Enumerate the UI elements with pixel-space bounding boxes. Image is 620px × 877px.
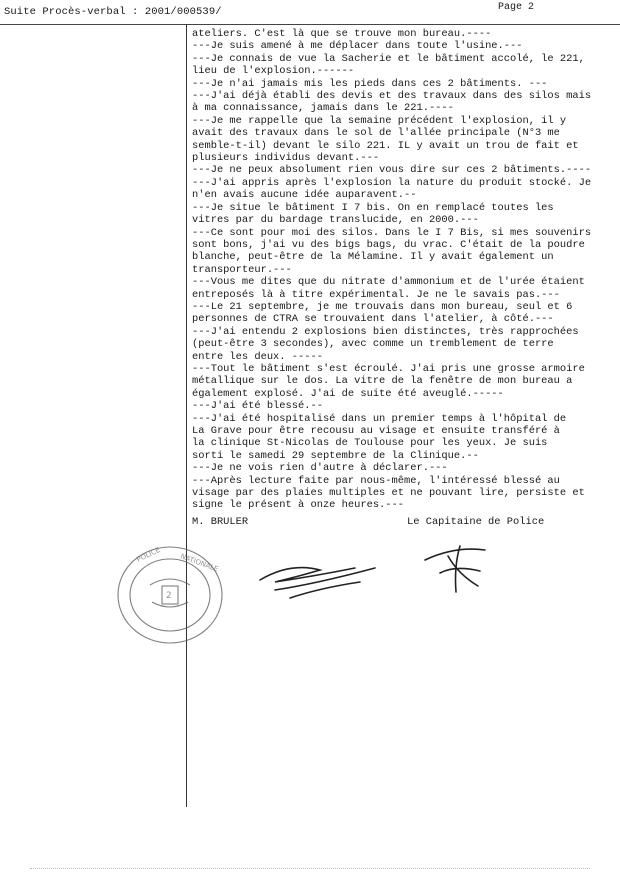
svg-text:POLICE: POLICE: [135, 545, 162, 564]
statement-line: vitres par du bardage translucide, en 2000.---: [192, 214, 479, 227]
statement-line: entre les deux. -----: [192, 350, 323, 363]
page-number: Page 2: [498, 2, 535, 13]
statement-line: ---Vous me dites que du nitrate d'ammonium et de l'urée étaient: [192, 276, 585, 289]
statement-line: ---J'ai déjà établi des devis et des travaux dans des silos mais: [192, 90, 592, 103]
statement-line: visage par des plaies multiples et ne pouvant lire, persiste et: [192, 487, 585, 500]
witness-signature-icon: [420, 538, 500, 598]
statement-line: à ma connaissance, jamais dans le 221.----: [192, 102, 454, 115]
report-header-reference: Suite Procès-verbal : 2001/000539/: [4, 6, 222, 18]
statement-line: ---Je me rappelle que la semaine précédent l'explosion, il y: [192, 114, 567, 127]
statement-line: ---Je connais de vue la Sacherie et le bâtiment accolé, le 221,: [192, 52, 585, 65]
statement-line: ---J'ai été hospitalisé dans un premier temps à l'hôpital de: [192, 412, 567, 425]
statement-line: ---Je situe le bâtiment I 7 bis. On en remplacé toutes les: [192, 201, 554, 214]
statement-line: ---Tout le bâtiment s'est écroulé. J'ai pris une grosse armoire: [192, 362, 585, 375]
statement-line: ---J'ai appris après l'explosion la nature du produit stocké. Je: [192, 176, 592, 189]
statement-line: (peut-être 3 secondes), avec comme un tremblement de terre: [192, 338, 554, 351]
statement-line: ---Le 21 septembre, je me trouvais dans mon bureau, seul et 6: [192, 300, 573, 313]
officer-title: Le Capitaine de Police: [407, 516, 545, 528]
officer-signature-icon: [250, 540, 400, 610]
statement-line: ---Ce sont pour moi des silos. Dans le I 7 Bis, si mes souvenirs: [192, 226, 592, 239]
statement-line: semble-t-il) devant le silo 221. IL y avait un trou de fait et: [192, 139, 579, 152]
statement-line: ---Après lecture faite par nous-même, l'intéressé blessé au: [192, 474, 560, 487]
statement-line: entreposés là à titre expérimental. Je ne le savais pas.---: [192, 288, 560, 301]
witness-name: M. BRULER: [192, 516, 249, 528]
statement-line: également explosé. J'ai de suite été aveuglé.-----: [192, 387, 504, 400]
statement-body: [192, 28, 616, 512]
statement-line: plusieurs individus devant.---: [192, 152, 380, 165]
statement-line: lieu de l'explosion.------: [192, 65, 355, 78]
statement-line: signe le présent à onze heures.---: [192, 499, 405, 512]
statement-line: La Grave pour être recousu au visage et ensuite transféré à: [192, 425, 560, 437]
statement-line: transporteur.---: [192, 263, 292, 276]
statement-line: ---Je ne peux absolument rien vous dire sur ces 2 bâtiments.----: [192, 164, 592, 177]
statement-line: ---J'ai entendu 2 explosions bien distinctes, très rapprochées: [192, 325, 579, 338]
svg-text:2: 2: [166, 591, 172, 601]
statement-line: ---Je ne vois rien d'autre à déclarer.---: [192, 462, 448, 475]
statement-line: ---J'ai été blessé.--: [192, 400, 323, 413]
statement-line: avait des travaux dans le sol de l'allée principale (N°3 me: [192, 127, 560, 140]
statement-line: sont bons, j'ai vu des bigs bags, du vrac. C'était de la poudre: [192, 238, 585, 251]
statement-line: la clinique St-Nicolas de Toulouse pour les yeux. Je suis: [192, 437, 548, 450]
statement-line: blanche, peut-être de la Mélamine. Il y avait également un: [192, 251, 554, 264]
footer-dotted-line: [30, 868, 590, 870]
svg-text:NATIONALE: NATIONALE: [179, 552, 220, 574]
statement-line: ---Je n'ai jamais mis les pieds dans ces 2 bâtiments. ---: [192, 77, 548, 90]
statement-line: ateliers. C'est là que se trouve mon bureau.----: [192, 28, 492, 40]
statement-line: métallique sur le dos. La vitre de la fenêtre de mon bureau a: [192, 375, 573, 388]
statement-line: sorti le samedi 29 septembre de la Clinique.--: [192, 449, 479, 462]
statement-line: personnes de CTRA se trouvaient dans l'atelier, à côté.---: [192, 313, 554, 326]
header-rule: [0, 24, 620, 25]
statement-line: ---Je suis amené à me déplacer dans toute l'usine.---: [192, 40, 523, 53]
police-stamp-icon: [110, 540, 250, 650]
statement-line: n'en avais aucune idée auparavent.--: [192, 189, 417, 202]
margin-rule: [186, 24, 187, 807]
